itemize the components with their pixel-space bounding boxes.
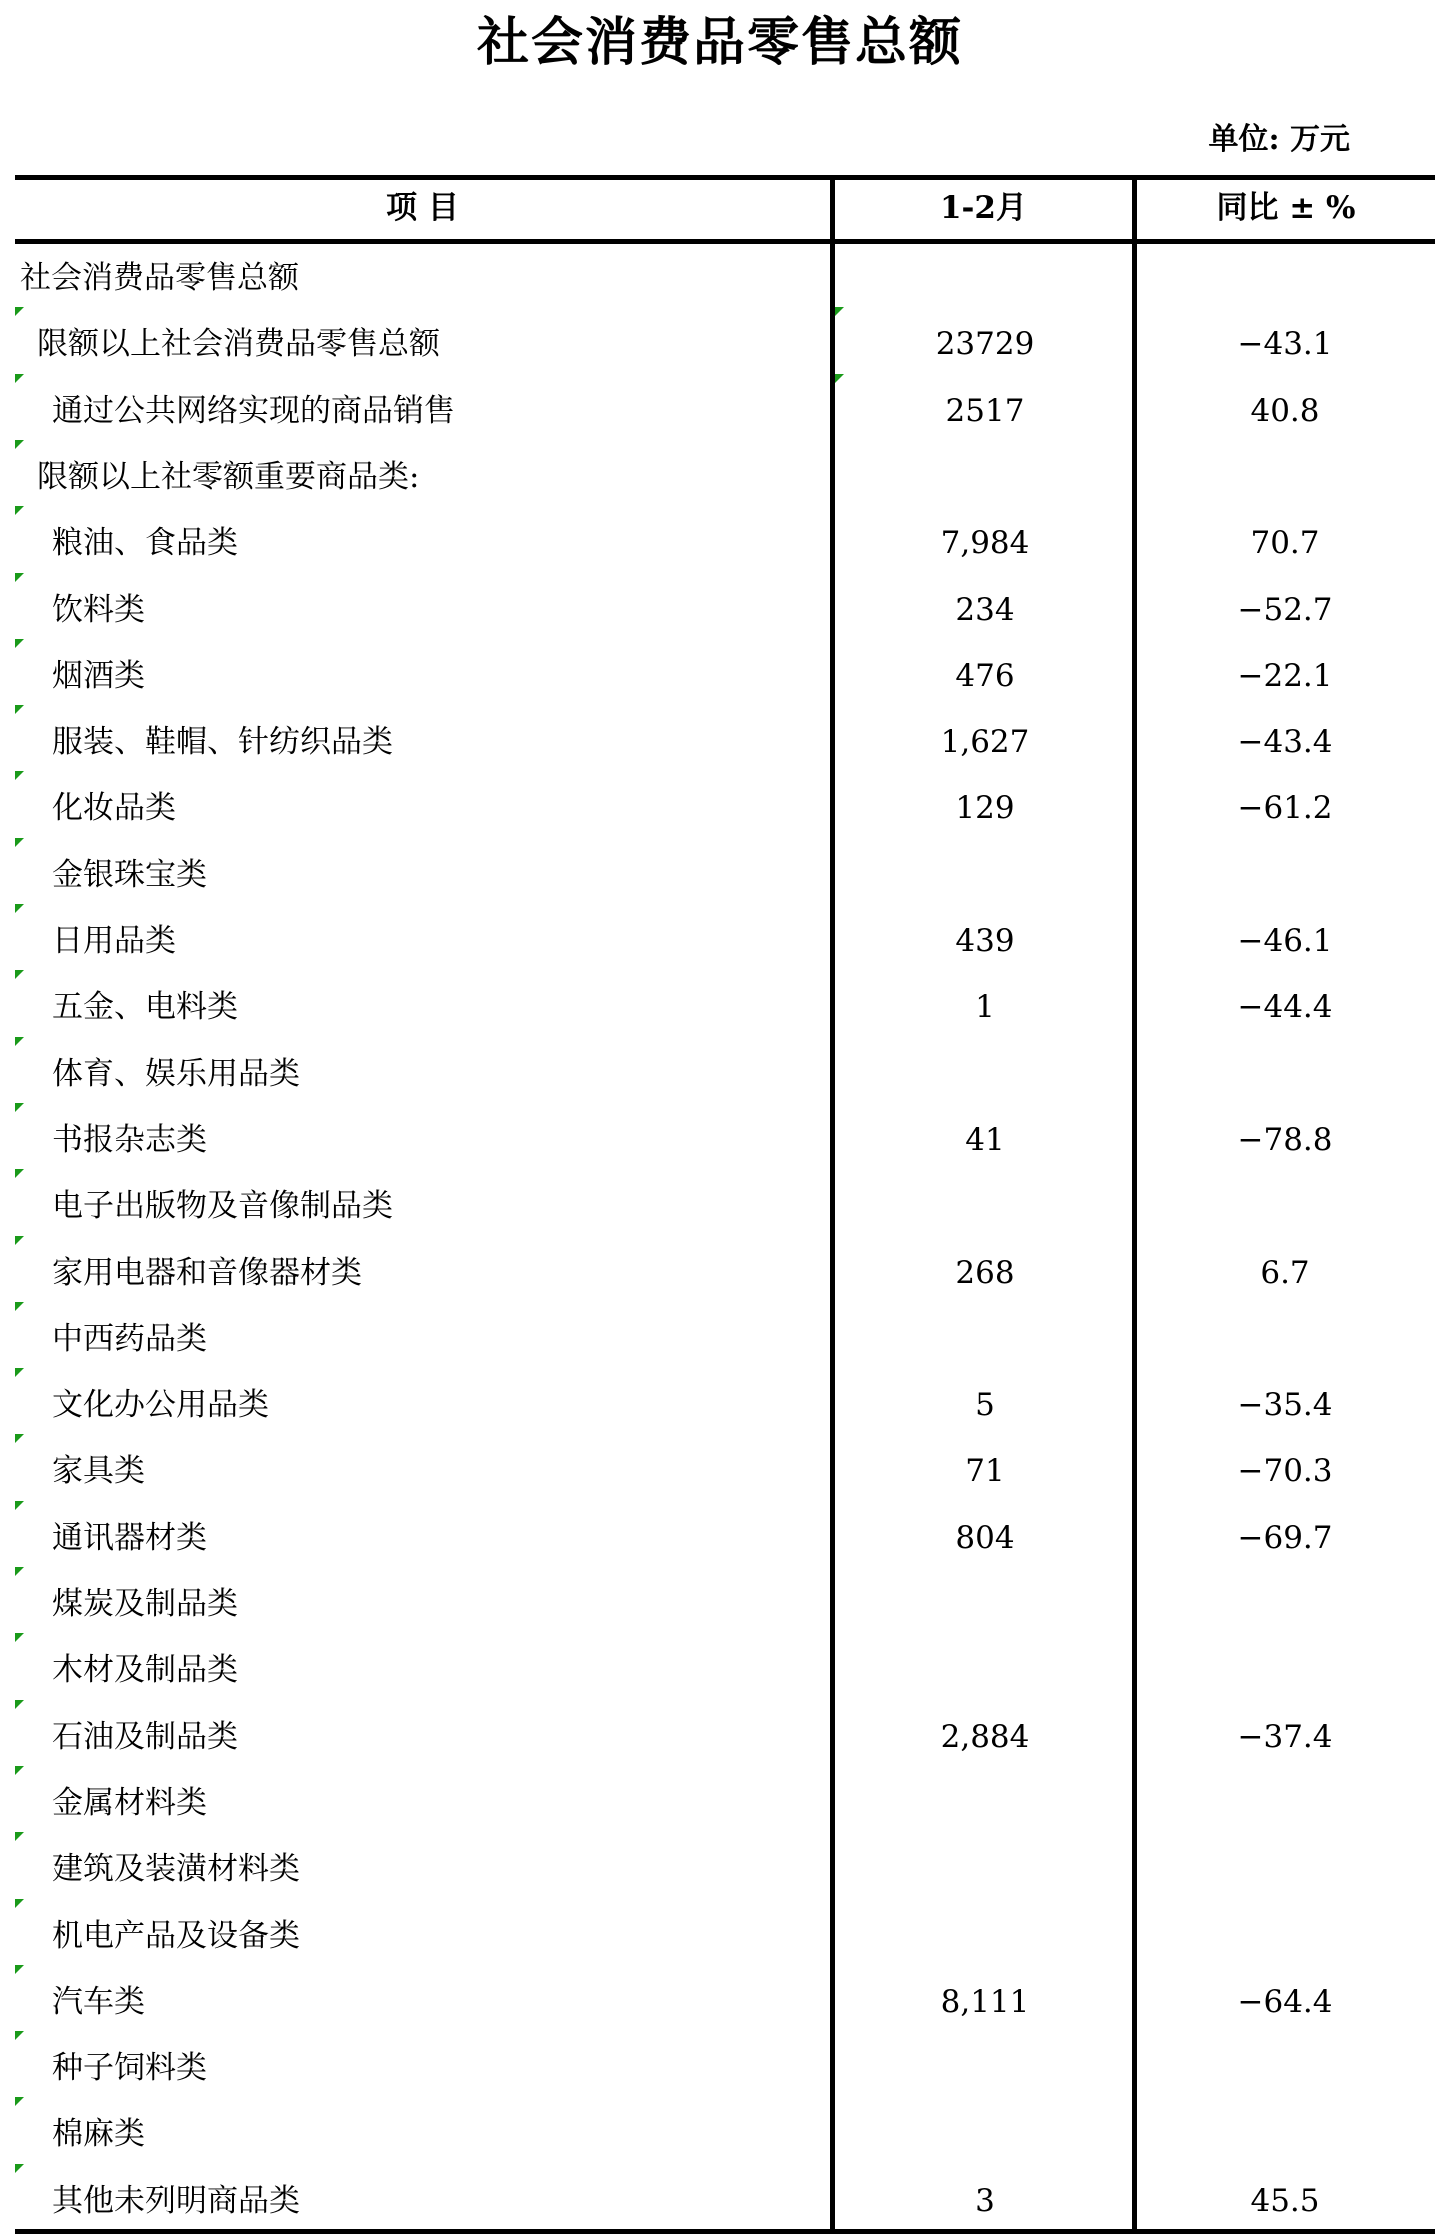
row-label: 文化办公用品类 (52, 1387, 269, 1424)
row-value: 5 (975, 1387, 995, 1424)
row-yoy: −78.8 (1237, 1121, 1333, 1158)
row-label: 家用电器和音像器材类 (52, 1254, 362, 1291)
table-row (15, 444, 1435, 510)
header-value: 1-2月 (939, 190, 1027, 226)
table-row (15, 1836, 1435, 1902)
row-value (835, 1173, 1135, 1239)
row-value: 476 (955, 657, 1015, 694)
row-yoy: 45.5 (1250, 2182, 1320, 2219)
row-yoy: −22.1 (1237, 657, 1333, 694)
row-label: 电子出版物及音像制品类 (52, 1188, 393, 1225)
cell-marker-icon (15, 2031, 24, 2040)
table-row (15, 245, 1435, 311)
cell-marker-icon (15, 1103, 24, 1112)
table-row (15, 974, 1435, 1040)
row-yoy (1135, 1637, 1435, 1703)
row-yoy (1135, 1306, 1435, 1372)
row-label: 五金、电料类 (52, 989, 238, 1026)
row-value (835, 2035, 1135, 2101)
cell-marker-icon (15, 573, 24, 582)
table-row (15, 1969, 1435, 2035)
cell-marker-icon (15, 1832, 24, 1841)
row-label: 饮料类 (52, 591, 145, 628)
row-label: 金属材料类 (52, 1784, 207, 1821)
cell-marker-icon (15, 1567, 24, 1576)
row-value (835, 1041, 1135, 1107)
row-yoy: −52.7 (1237, 591, 1333, 628)
cell-marker-icon (15, 506, 24, 515)
table-row (15, 1240, 1435, 1306)
row-value: 268 (955, 1254, 1015, 1291)
cell-marker-icon (15, 1633, 24, 1642)
row-yoy: −43.4 (1237, 724, 1333, 761)
retail-sales-table (15, 175, 1435, 2235)
row-label: 机电产品及设备类 (52, 1917, 300, 1954)
row-value: 129 (955, 790, 1015, 827)
table-row (15, 908, 1435, 974)
cell-marker-icon (15, 440, 24, 449)
table-row (15, 378, 1435, 444)
table-row (15, 775, 1435, 841)
cell-marker-icon (15, 1236, 24, 1245)
row-yoy: −64.4 (1237, 1983, 1333, 2020)
cell-marker-icon (15, 1037, 24, 1046)
row-label: 社会消费品零售总额 (20, 260, 299, 296)
row-yoy (1135, 2035, 1435, 2101)
row-yoy (1135, 1903, 1435, 1969)
row-value (835, 1637, 1135, 1703)
header-item: 项 目 (386, 190, 459, 226)
row-value: 2,884 (940, 1718, 1030, 1755)
table-row (15, 2168, 1435, 2234)
table-row (15, 709, 1435, 775)
table-row (15, 1107, 1435, 1173)
cell-marker-icon (15, 1899, 24, 1908)
cell-marker-icon (15, 705, 24, 714)
cell-marker-icon (835, 374, 844, 383)
cell-marker-icon (15, 970, 24, 979)
row-value (835, 444, 1135, 510)
row-label: 棉麻类 (52, 2116, 145, 2153)
row-value: 8,111 (940, 1983, 1030, 2020)
row-yoy (1135, 1836, 1435, 1902)
row-label: 中西药品类 (52, 1320, 207, 1357)
row-label: 金银珠宝类 (52, 856, 207, 893)
row-value (835, 245, 1135, 311)
row-value (835, 842, 1135, 908)
row-label: 石油及制品类 (52, 1718, 238, 1755)
table-row (15, 577, 1435, 643)
cell-marker-icon (15, 1700, 24, 1709)
row-yoy: −37.4 (1237, 1718, 1333, 1755)
row-label: 日用品类 (52, 923, 176, 959)
row-value (835, 1306, 1135, 1372)
cell-marker-icon (835, 307, 844, 316)
row-value: 1,627 (940, 724, 1030, 761)
row-label: 家具类 (52, 1453, 145, 1490)
row-value: 23729 (935, 326, 1035, 363)
row-value (835, 1903, 1135, 1969)
row-yoy (1135, 444, 1435, 510)
table-row (15, 2035, 1435, 2101)
row-value (835, 1770, 1135, 1836)
cell-marker-icon (15, 1766, 24, 1775)
row-label: 烟酒类 (52, 657, 145, 694)
row-yoy: 70.7 (1250, 525, 1320, 562)
row-yoy: 40.8 (1250, 392, 1320, 429)
row-label: 限额以上社零额重要商品类: (37, 458, 420, 495)
cell-marker-icon (15, 1368, 24, 1377)
row-label: 化妆品类 (52, 790, 176, 827)
row-yoy (1135, 245, 1435, 311)
table-row (15, 2101, 1435, 2167)
cell-marker-icon (15, 2164, 24, 2173)
row-value: 41 (965, 1121, 1005, 1158)
row-label: 其他未列明商品类 (52, 2182, 300, 2219)
table-row (15, 842, 1435, 908)
row-value: 7,984 (940, 525, 1030, 562)
table-row (15, 510, 1435, 576)
cell-marker-icon (15, 639, 24, 648)
row-label: 书报杂志类 (52, 1121, 207, 1158)
row-yoy (1135, 1571, 1435, 1637)
table-row (15, 1306, 1435, 1372)
cell-marker-icon (15, 1501, 24, 1510)
row-label: 限额以上社会消费品零售总额 (37, 326, 440, 363)
row-yoy: −43.1 (1237, 326, 1333, 363)
row-label: 木材及制品类 (52, 1652, 238, 1689)
row-yoy (1135, 2101, 1435, 2167)
table-row (15, 1637, 1435, 1703)
row-value: 439 (955, 923, 1015, 959)
row-yoy: −35.4 (1237, 1387, 1333, 1424)
row-yoy (1135, 1770, 1435, 1836)
row-value: 71 (965, 1453, 1005, 1490)
table-row (15, 1041, 1435, 1107)
cell-marker-icon (15, 904, 24, 913)
row-label: 体育、娱乐用品类 (52, 1055, 300, 1092)
row-value: 234 (955, 591, 1015, 628)
row-label: 通过公共网络实现的商品销售 (52, 392, 455, 429)
header-yoy: 同比 ± % (1216, 190, 1356, 226)
table-row (15, 1704, 1435, 1770)
row-label: 汽车类 (52, 1983, 145, 2020)
cell-marker-icon (15, 771, 24, 780)
row-label: 建筑及装潢材料类 (52, 1851, 300, 1888)
row-label: 通讯器材类 (52, 1519, 207, 1556)
row-value: 3 (975, 2182, 995, 2219)
row-label: 服装、鞋帽、针纺织品类 (52, 724, 393, 761)
row-yoy (1135, 1173, 1435, 1239)
cell-marker-icon (15, 307, 24, 316)
row-yoy: −44.4 (1237, 989, 1333, 1026)
cell-marker-icon (15, 1434, 24, 1443)
row-yoy: −46.1 (1237, 923, 1333, 959)
table-row (15, 1903, 1435, 1969)
row-value: 1 (975, 989, 995, 1026)
row-yoy: −61.2 (1237, 790, 1333, 827)
row-label: 种子饲料类 (52, 2050, 207, 2087)
cell-marker-icon (15, 2097, 24, 2106)
row-yoy (1135, 1041, 1435, 1107)
cell-marker-icon (15, 1169, 24, 1178)
table-row (15, 1571, 1435, 1637)
row-label: 粮油、食品类 (52, 525, 238, 562)
table-row (15, 1372, 1435, 1438)
cell-marker-icon (15, 1302, 24, 1311)
cell-marker-icon (15, 1965, 24, 1974)
table-row (15, 1438, 1435, 1504)
unit-label: 单位: 万元 (1208, 122, 1350, 157)
row-label: 煤炭及制品类 (52, 1586, 238, 1622)
table-row (15, 643, 1435, 709)
row-yoy: 6.7 (1260, 1254, 1310, 1291)
row-value: 804 (955, 1519, 1015, 1556)
table-row (15, 1505, 1435, 1571)
table-row (15, 311, 1435, 377)
cell-marker-icon (15, 374, 24, 383)
row-yoy (1135, 842, 1435, 908)
cell-marker-icon (15, 838, 24, 847)
page-title: 社会消费品零售总额 (476, 12, 963, 73)
row-yoy: −69.7 (1237, 1519, 1333, 1556)
table-row (15, 1173, 1435, 1239)
table-row (15, 1770, 1435, 1836)
row-yoy: −70.3 (1237, 1453, 1333, 1490)
row-value (835, 1836, 1135, 1902)
row-value (835, 1571, 1135, 1637)
row-value (835, 2101, 1135, 2167)
row-value: 2517 (945, 392, 1025, 429)
